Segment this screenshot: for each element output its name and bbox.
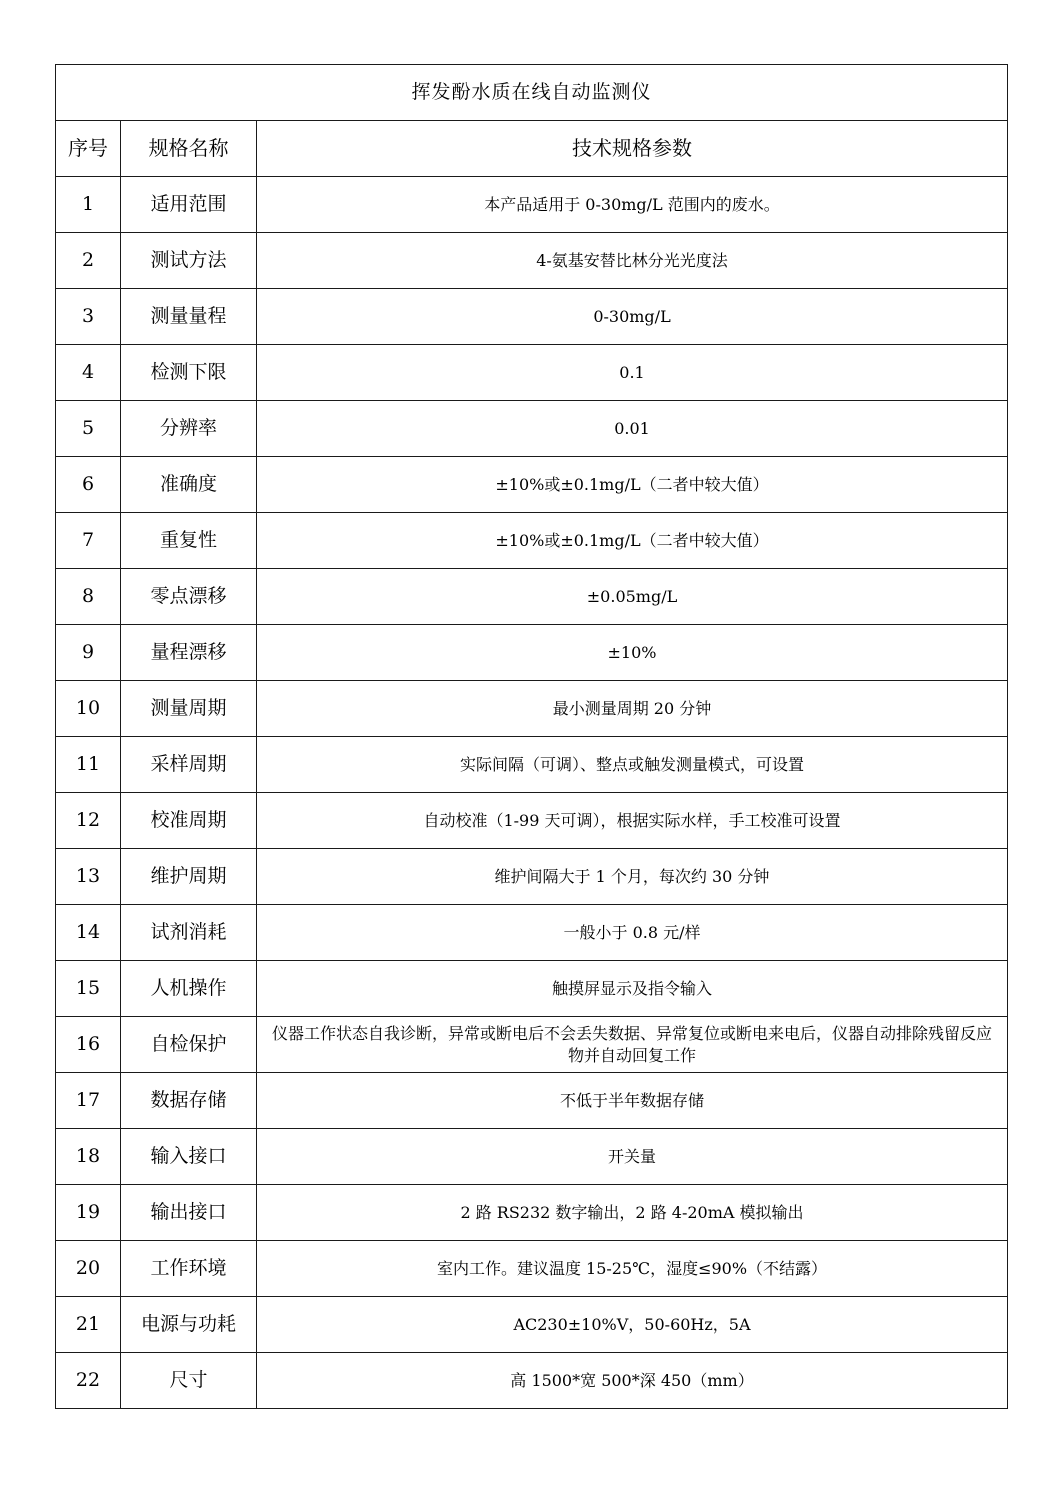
row-name: 自检保护 (121, 1017, 257, 1073)
table-row (56, 625, 1008, 681)
table-row (56, 177, 1008, 233)
row-index: 22 (56, 1353, 121, 1409)
row-name: 维护周期 (121, 849, 257, 905)
row-value: 实际间隔（可调）、整点或触发测量模式，可设置 (257, 737, 1008, 793)
row-name: 电源与功耗 (121, 1297, 257, 1353)
row-value: 仪器工作状态自我诊断，异常或断电后不会丢失数据、异常复位或断电来电后，仪器自动排除残留反应物并自动回复工作 (257, 1017, 1008, 1073)
table-row (56, 1297, 1008, 1353)
table-row (56, 961, 1008, 1017)
header-index: 序号 (56, 121, 121, 177)
row-name: 人机操作 (121, 961, 257, 1017)
row-value: ±0.05mg/L (257, 569, 1008, 625)
row-name: 测量量程 (121, 289, 257, 345)
row-index: 19 (56, 1185, 121, 1241)
table-title-row (56, 65, 1008, 121)
row-name: 准确度 (121, 457, 257, 513)
table-row (56, 345, 1008, 401)
row-name: 零点漂移 (121, 569, 257, 625)
row-index: 18 (56, 1129, 121, 1185)
row-value: 开关量 (257, 1129, 1008, 1185)
row-name: 适用范围 (121, 177, 257, 233)
row-index: 15 (56, 961, 121, 1017)
row-index: 20 (56, 1241, 121, 1297)
table-row (56, 1129, 1008, 1185)
row-index: 3 (56, 289, 121, 345)
row-index: 11 (56, 737, 121, 793)
row-name: 测试方法 (121, 233, 257, 289)
row-value: 4-氨基安替比林分光光度法 (257, 233, 1008, 289)
table-row (56, 569, 1008, 625)
row-index: 2 (56, 233, 121, 289)
table-row (56, 1353, 1008, 1409)
table-row (56, 905, 1008, 961)
header-name: 规格名称 (121, 121, 257, 177)
row-name: 量程漂移 (121, 625, 257, 681)
row-name: 尺寸 (121, 1353, 257, 1409)
row-name: 数据存储 (121, 1073, 257, 1129)
table-row (56, 513, 1008, 569)
row-value: 维护间隔大于 1 个月，每次约 30 分钟 (257, 849, 1008, 905)
row-name: 输出接口 (121, 1185, 257, 1241)
row-index: 17 (56, 1073, 121, 1129)
row-name: 试剂消耗 (121, 905, 257, 961)
row-index: 13 (56, 849, 121, 905)
row-name: 输入接口 (121, 1129, 257, 1185)
row-index: 8 (56, 569, 121, 625)
row-name: 校准周期 (121, 793, 257, 849)
row-value: 0-30mg/L (257, 289, 1008, 345)
table-row (56, 793, 1008, 849)
row-index: 21 (56, 1297, 121, 1353)
row-index: 12 (56, 793, 121, 849)
row-index: 1 (56, 177, 121, 233)
row-index: 6 (56, 457, 121, 513)
row-value: 不低于半年数据存储 (257, 1073, 1008, 1129)
table-row (56, 1017, 1008, 1073)
table-row (56, 1185, 1008, 1241)
row-name: 分辨率 (121, 401, 257, 457)
row-value: 本产品适用于 0-30mg/L 范围内的废水。 (257, 177, 1008, 233)
row-value: 最小测量周期 20 分钟 (257, 681, 1008, 737)
spec-table (55, 64, 1008, 1409)
row-value: ±10%或±0.1mg/L（二者中较大值） (257, 457, 1008, 513)
row-value: 0.01 (257, 401, 1008, 457)
row-value: 一般小于 0.8 元/样 (257, 905, 1008, 961)
row-name: 工作环境 (121, 1241, 257, 1297)
table-row (56, 457, 1008, 513)
row-index: 10 (56, 681, 121, 737)
table-row (56, 849, 1008, 905)
row-value: 高 1500*宽 500*深 450（mm） (257, 1353, 1008, 1409)
table-row (56, 1073, 1008, 1129)
row-value: 室内工作。建议温度 15-25℃，湿度≤90%（不结露） (257, 1241, 1008, 1297)
row-index: 16 (56, 1017, 121, 1073)
row-name: 测量周期 (121, 681, 257, 737)
row-name: 检测下限 (121, 345, 257, 401)
table-title: 挥发酚水质在线自动监测仪 (56, 65, 1008, 121)
row-name: 重复性 (121, 513, 257, 569)
table-row (56, 289, 1008, 345)
table-row (56, 681, 1008, 737)
row-value: 自动校准（1-99 天可调），根据实际水样，手工校准可设置 (257, 793, 1008, 849)
table-row (56, 233, 1008, 289)
spec-table-body (56, 65, 1008, 1409)
table-row (56, 737, 1008, 793)
row-value: 2 路 RS232 数字输出，2 路 4-20mA 模拟输出 (257, 1185, 1008, 1241)
table-header-row (56, 121, 1008, 177)
row-index: 5 (56, 401, 121, 457)
row-index: 4 (56, 345, 121, 401)
row-value: ±10%或±0.1mg/L（二者中较大值） (257, 513, 1008, 569)
row-value: AC230±10%V，50-60Hz，5A (257, 1297, 1008, 1353)
table-row (56, 401, 1008, 457)
header-value: 技术规格参数 (257, 121, 1008, 177)
row-value: ±10% (257, 625, 1008, 681)
row-index: 7 (56, 513, 121, 569)
table-row (56, 1241, 1008, 1297)
row-value: 触摸屏显示及指令输入 (257, 961, 1008, 1017)
row-index: 9 (56, 625, 121, 681)
row-name: 采样周期 (121, 737, 257, 793)
row-index: 14 (56, 905, 121, 961)
row-value: 0.1 (257, 345, 1008, 401)
